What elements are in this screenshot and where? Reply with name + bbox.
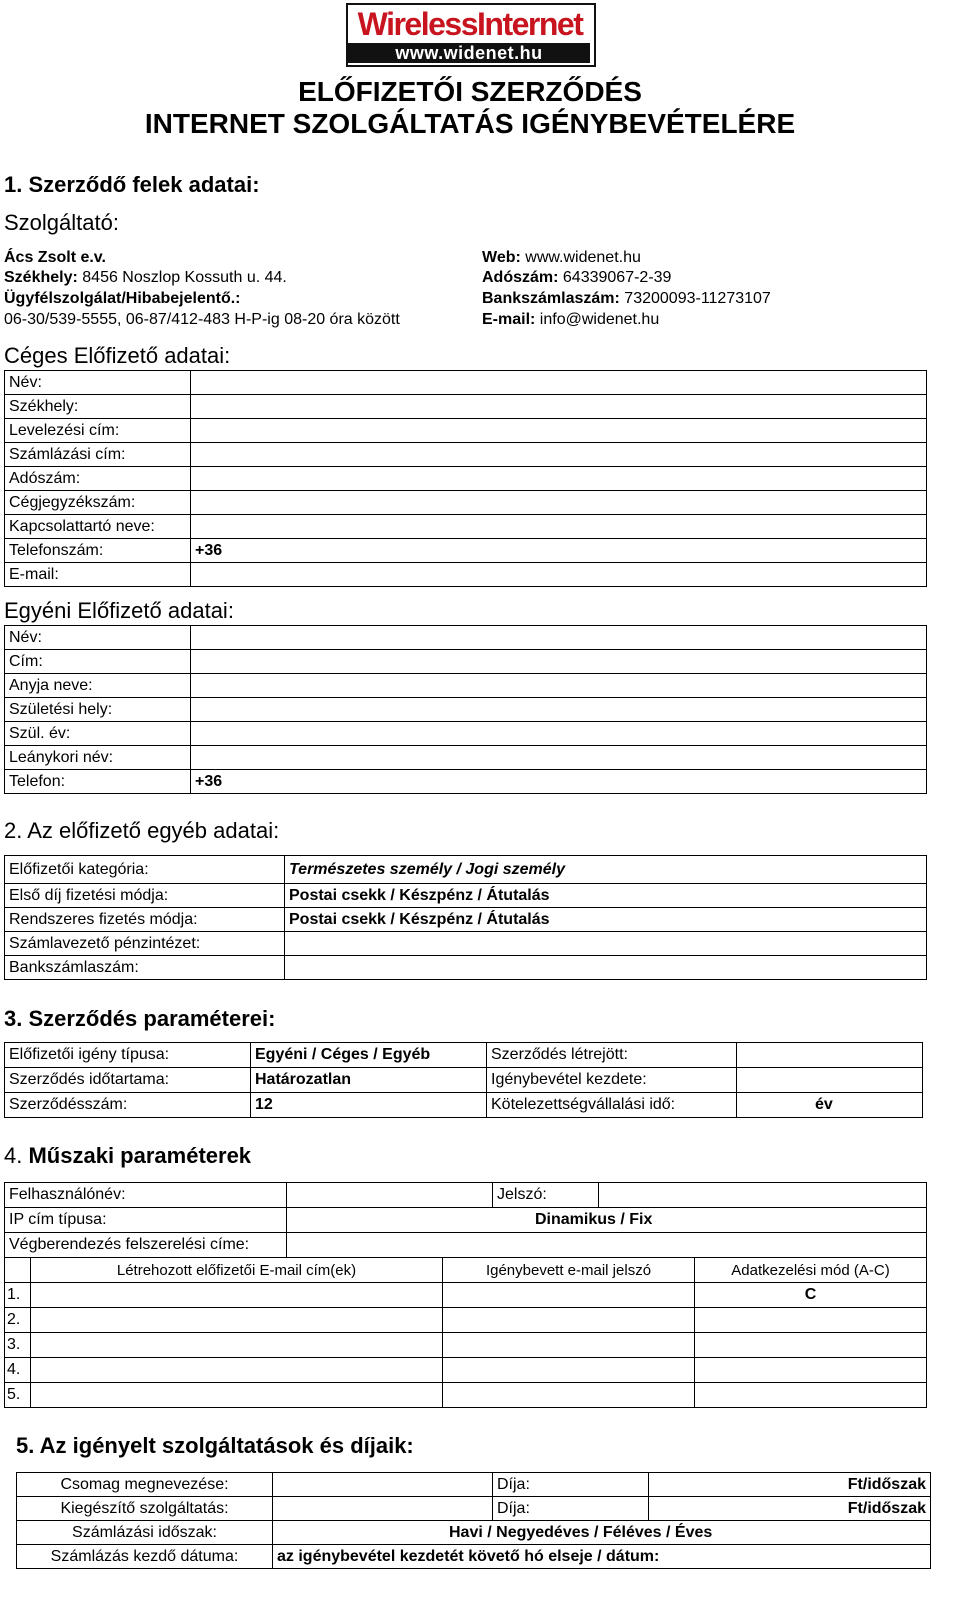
section5-heading: 5. Az igényelt szolgáltatások és díjaik: [16,1433,414,1458]
billing-start-value[interactable]: az igénybevétel kezdetét követő hó elseje / dátum: [273,1545,931,1569]
bank-account-label: Bankszámlaszám: [5,956,285,980]
regular-payment-label: Rendszeres fizetés módja: [5,908,285,932]
individual-birthyear-field[interactable] [191,722,927,746]
billing-start-label: Számlázás kezdő dátuma: [17,1545,273,1569]
extra-price-label: Díja: [493,1497,649,1521]
email-password-field[interactable] [443,1308,695,1333]
email-password-field[interactable] [443,1283,695,1308]
row-number: 2. [5,1308,31,1333]
individual-subscriber-table [4,625,927,794]
company-mailing-label: Levelezési cím: [5,419,191,443]
data-handling-field[interactable] [695,1308,927,1333]
extra-price-field[interactable]: Ft/időszak [649,1497,931,1521]
first-payment-label: Első díj fizetési módja: [5,884,285,908]
device-address-label: Végberendezés felszerelési címe: [5,1233,287,1258]
company-billing-label: Számlázási cím: [5,443,191,467]
extra-service-label: Kiegészítő szolgáltatás: [17,1497,273,1521]
category-value[interactable]: Természetes személy / Jogi személy [285,856,927,884]
contract-created-field[interactable] [737,1043,923,1068]
request-type-value[interactable]: Egyéni / Céges / Egyéb [251,1043,487,1068]
commitment-period-label: Kötelezettségvállalási idő: [487,1093,737,1118]
contract-duration-label: Szerződés időtartama: [5,1068,251,1093]
email-address-header: Létrehozott előfizetői E-mail cím(ek) [31,1258,443,1283]
company-seat-label: Székhely: [5,395,191,419]
individual-name-label: Név: [5,626,191,650]
individual-maiden-field[interactable] [191,746,927,770]
package-price-label: Díja: [493,1473,649,1497]
company-logo [346,3,596,67]
bank-name-label: Számlavezető pénzintézet: [5,932,285,956]
contract-number-value[interactable]: 12 [251,1093,487,1118]
extra-service-field[interactable] [273,1497,493,1521]
services-fees-table [16,1472,931,1569]
data-handling-field[interactable] [695,1383,927,1408]
contract-created-label: Szerződés létrejött: [487,1043,737,1068]
contract-number-label: Szerződésszám: [5,1093,251,1118]
billing-period-label: Számlázási időszak: [17,1521,273,1545]
request-type-label: Előfizetői igény típusa: [5,1043,251,1068]
company-email-label: E-mail: [5,563,191,587]
package-name-label: Csomag megnevezése: [17,1473,273,1497]
contract-duration-value[interactable]: Határozatlan [251,1068,487,1093]
document-title-line1: ELŐFIZETŐI SZERZŐDÉS [298,76,642,107]
email-address-field[interactable] [31,1308,443,1333]
provider-web: Web: www.widenet.hu [482,249,641,266]
company-seat-field[interactable] [191,395,927,419]
ip-type-value[interactable]: Dinamikus / Fix [287,1208,927,1233]
ip-type-label: IP cím típusa: [5,1208,287,1233]
username-label: Felhasználónév: [5,1183,287,1208]
company-mailing-field[interactable] [191,419,927,443]
package-price-field[interactable]: Ft/időszak [649,1473,931,1497]
document-title-line2: INTERNET SZOLGÁLTATÁS IGÉNYBEVÉTELÉRE [144,108,796,139]
individual-mother-field[interactable] [191,674,927,698]
email-password-field[interactable] [443,1333,695,1358]
data-handling-field[interactable] [695,1333,927,1358]
provider-email: E-mail: info@widenet.hu [482,311,660,328]
section3-heading: 3. Szerződés paraméterei: [4,1006,276,1031]
individual-address-label: Cím: [5,650,191,674]
email-password-field[interactable] [443,1358,695,1383]
billing-period-value[interactable]: Havi / Negyedéves / Féléves / Éves [273,1521,931,1545]
package-name-field[interactable] [273,1473,493,1497]
first-payment-value[interactable]: Postai csekk / Készpénz / Átutalás [285,884,927,908]
company-contact-field[interactable] [191,515,927,539]
data-handling-field[interactable]: C [695,1283,927,1308]
individual-mother-label: Anyja neve: [5,674,191,698]
service-start-label: Igénybevétel kezdete: [487,1068,737,1093]
provider-bank-account: Bankszámlaszám: 73200093-11273107 [482,290,771,307]
provider-support-label: Ügyfélszolgálat/Hibabejelentő.: [4,290,241,307]
bank-name-field[interactable] [285,932,927,956]
technical-parameters-table [4,1182,927,1258]
data-handling-field[interactable] [695,1358,927,1383]
password-field[interactable] [599,1183,927,1208]
company-subscriber-table [4,370,927,587]
company-phone-field[interactable]: +36 [191,539,927,563]
regular-payment-value[interactable]: Postai csekk / Készpénz / Átutalás [285,908,927,932]
provider-tax-number: Adószám: 64339067-2-39 [482,269,672,286]
row-number: 5. [5,1383,31,1408]
email-address-field[interactable] [31,1358,443,1383]
individual-address-field[interactable] [191,650,927,674]
provider-seat: Székhely: 8456 Noszlop Kossuth u. 44. [4,269,287,286]
company-subscriber-heading: Céges Előfizető adatai: [4,343,231,368]
individual-phone-label: Telefon: [5,770,191,794]
provider-support-value: 06-30/539-5555, 06-87/412-483 H-P-ig 08-20 óra között [4,311,400,328]
logo-url: www.widenet.hu [348,43,590,63]
other-data-table [4,855,927,980]
row-number: 4. [5,1358,31,1383]
section1-heading: 1. Szerződő felek adatai: [4,172,260,197]
company-contact-label: Kapcsolattartó neve: [5,515,191,539]
individual-maiden-label: Leánykori név: [5,746,191,770]
row-number: 1. [5,1283,31,1308]
provider-name: Ács Zsolt e.v. [4,249,106,266]
individual-birthplace-field[interactable] [191,698,927,722]
company-registry-label: Cégjegyzékszám: [5,491,191,515]
email-accounts-table [4,1257,927,1408]
company-phone-label: Telefonszám: [5,539,191,563]
company-tax-field[interactable] [191,467,927,491]
individual-birthplace-label: Születési hely: [5,698,191,722]
data-handling-header: Adatkezelési mód (A-C) [695,1258,927,1283]
individual-subscriber-heading: Egyéni Előfizető adatai: [4,598,234,623]
email-address-field[interactable] [31,1333,443,1358]
contract-parameters-table [4,1042,923,1118]
service-start-field[interactable] [737,1068,923,1093]
section4-heading: 4. Műszaki paraméterek [4,1143,252,1168]
row-number: 3. [5,1333,31,1358]
bank-account-field[interactable] [285,956,927,980]
email-password-field[interactable] [443,1383,695,1408]
category-label: Előfizetői kategória: [5,856,285,884]
company-email-field[interactable] [191,563,927,587]
company-registry-field[interactable] [191,491,927,515]
commitment-period-field[interactable]: év [737,1093,923,1118]
company-tax-label: Adószám: [5,467,191,491]
section2-heading: 2. Az előfizető egyéb adatai: [4,818,280,843]
email-address-field[interactable] [31,1283,443,1308]
individual-name-field[interactable] [191,626,927,650]
company-name-field[interactable] [191,371,927,395]
provider-heading: Szolgáltató: [4,210,119,235]
device-address-field[interactable] [287,1233,927,1258]
username-field[interactable] [287,1183,493,1208]
email-address-field[interactable] [31,1383,443,1408]
company-billing-field[interactable] [191,443,927,467]
company-name-label: Név: [5,371,191,395]
individual-phone-field[interactable]: +36 [191,770,927,794]
password-label: Jelszó: [493,1183,599,1208]
email-password-header: Igénybevett e-mail jelszó [443,1258,695,1283]
individual-birthyear-label: Szül. év: [5,722,191,746]
logo-wordmark: WirelessInternet [357,6,583,42]
